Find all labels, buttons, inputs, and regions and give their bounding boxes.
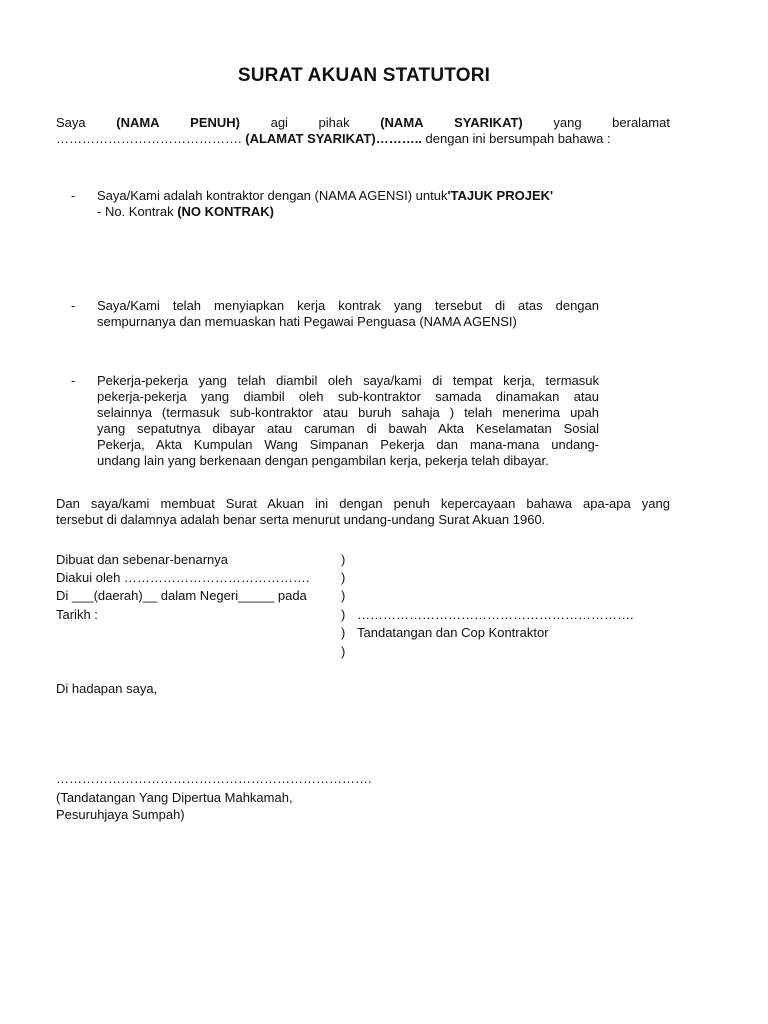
document-title: SURAT AKUAN STATUTORI	[237, 65, 491, 86]
intro-word: pihak	[318, 115, 350, 130]
bracket: )	[341, 588, 346, 603]
place-field: Di ___(daerah)__ dalam Negeri_____ pada	[56, 588, 307, 603]
bracket: )	[341, 552, 346, 567]
intro-word: yang	[553, 115, 582, 130]
bullet-dash: -	[71, 298, 76, 313]
bullet-line: pekerja-pekerja yang diambil oleh sub-kontraktor samada dinamakan atau	[97, 389, 599, 404]
bullet-line	[97, 188, 599, 204]
date-label: Tarikh :	[56, 607, 98, 622]
intro-word: (NAMA	[116, 115, 160, 130]
intro-word: beralamat	[612, 115, 670, 130]
contractor-signature-caption: Tandatangan dan Cop Kontraktor	[357, 625, 549, 640]
declaration-row	[56, 552, 671, 570]
bracket: )	[341, 570, 346, 585]
commissioner-signature-line: ……………………………………………………………….	[56, 771, 372, 786]
contract-number-placeholder: (NO KONTRAK)	[177, 204, 274, 219]
intro-word: SYARIKAT)	[454, 115, 523, 130]
bullet-text	[97, 188, 599, 220]
oath-text: dengan ini bersumpah bahawa :	[421, 131, 611, 146]
bracket: )	[341, 644, 346, 659]
contractor-signature-line: ……………………………………………………….	[357, 607, 634, 622]
bullet-line: Pekerja, Akta Kumpulan Wang Simpanan Pekerja dan mana-mana undang-	[97, 437, 599, 452]
bracket: )	[341, 607, 346, 622]
bullet-line: Pekerja-pekerja yang telah diambil oleh saya/kami di tempat kerja, termasuk	[97, 373, 599, 388]
declaration-row	[56, 625, 671, 643]
intro-word: (NAMA	[380, 115, 424, 130]
declaration-row	[56, 607, 671, 625]
commissioner-caption-line-1: (Tandatangan Yang Dipertua Mahkamah,	[56, 790, 293, 805]
bullet-line	[97, 204, 599, 220]
intro-word: Saya	[56, 115, 86, 130]
in-presence-label: Di hadapan saya,	[56, 681, 158, 696]
bullet-line: sempurnanya dan memuaskan hati Pegawai Penguasa (NAMA AGENSI)	[97, 314, 517, 329]
intro-paragraph	[56, 115, 670, 147]
bullet-text-part: - No. Kontrak	[97, 204, 178, 219]
bullet-dash: -	[71, 373, 76, 388]
project-title-placeholder: 'TAJUK PROJEK'	[447, 188, 554, 203]
bullet-text	[97, 298, 599, 330]
bracket: )	[341, 625, 346, 640]
bullet-line: yang sepatutnya dibayar atau caruman di bawah Akta Keselamatan Sosial	[97, 421, 599, 436]
bullet-line: selainnya (termasuk sub-kontraktor atau buruh sahaja ) telah menerima upah	[97, 405, 599, 420]
bullet-line: Saya/Kami telah menyiapkan kerja kontrak yang tersebut di atas dengan	[97, 298, 599, 313]
declared-by-field: Diakui oleh …………………………………….	[56, 570, 310, 585]
declaration-row	[56, 570, 671, 588]
bullet-text	[97, 373, 599, 469]
bullet-line: undang lain yang berkenaan dengan pengambilan kerja, pekerja telah dibayar.	[97, 453, 549, 468]
address-dots: …………………………………….	[56, 131, 246, 146]
declaration-made-label: Dibuat dan sebenar-benarnya	[56, 552, 229, 567]
bullet-text-part: Saya/Kami adalah kontraktor dengan (NAMA AGENSI) untuk	[97, 188, 448, 203]
commissioner-caption-line-2: Pesuruhjaya Sumpah)	[56, 807, 185, 822]
intro-line-2	[56, 131, 670, 147]
closing-paragraph	[56, 496, 670, 528]
bullet-dash: -	[71, 188, 76, 203]
declaration-row	[56, 644, 671, 662]
intro-line-1	[56, 115, 670, 131]
closing-line: tersebut di dalamnya adalah benar serta menurut undang-undang Surat Akuan 1960.	[56, 512, 546, 527]
intro-word: agi	[270, 115, 288, 130]
closing-line: Dan saya/kami membuat Surat Akuan ini dengan penuh kepercayaan bahawa apa-apa yang	[56, 496, 670, 511]
intro-word: PENUH)	[190, 115, 240, 130]
company-address-placeholder: (ALAMAT SYARIKAT)………..	[245, 131, 422, 146]
declaration-row	[56, 588, 671, 606]
